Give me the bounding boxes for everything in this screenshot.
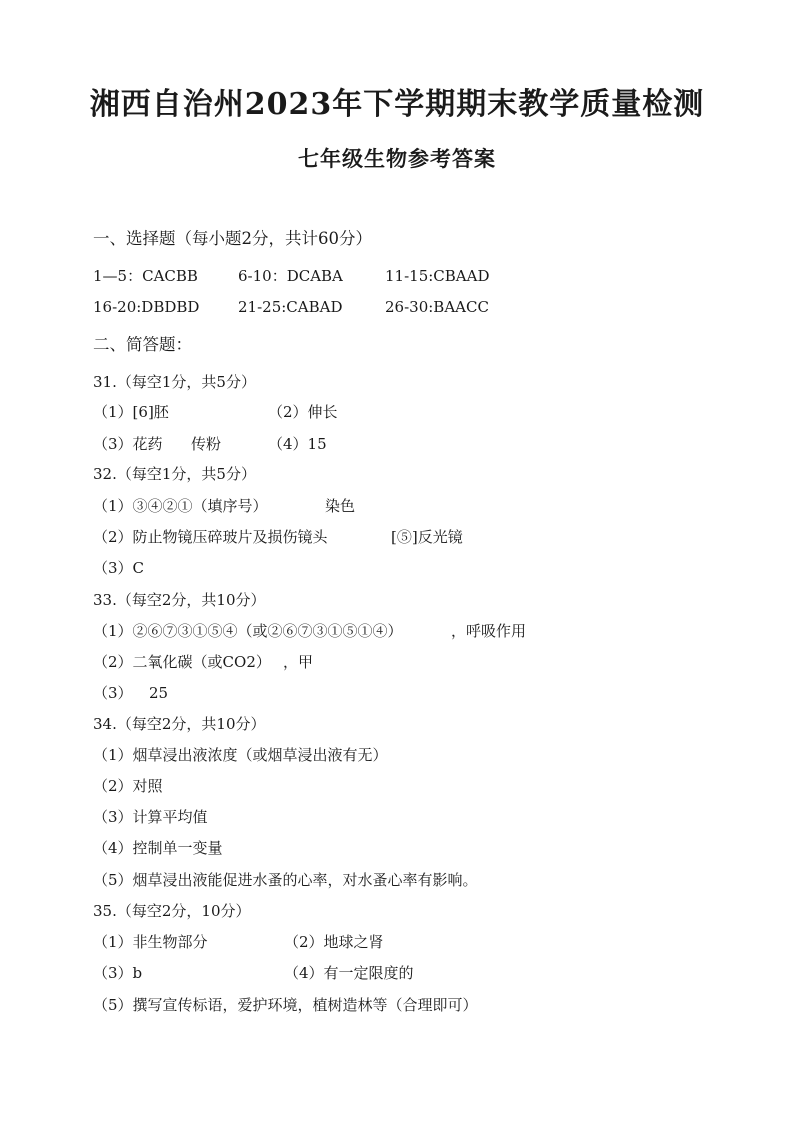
question-heading: 35.（每空2分，10分） bbox=[93, 902, 251, 920]
answer-cell: （4）有一定限度的 bbox=[284, 964, 414, 982]
document-title: 湘西自治州2023年下学期期末教学质量检测 bbox=[89, 87, 705, 122]
answer-line: （5）撰写宣传标语，爱护环境，植树造林等（合理即可） bbox=[93, 996, 478, 1014]
answer-cell: （2）防止物镜压碎玻片及损伤镜头 bbox=[93, 528, 328, 546]
answer-cell: 26-30:BAACC bbox=[385, 298, 489, 316]
answer-cell: （1）[6]胚 bbox=[93, 403, 169, 421]
answer-line: （2）对照 bbox=[93, 777, 163, 795]
answer-line: （3）计算平均值 bbox=[93, 808, 208, 826]
answer-cell: （3） bbox=[93, 684, 133, 702]
answer-cell: （3）C bbox=[93, 559, 145, 577]
answer-cell: 染色 bbox=[325, 497, 356, 515]
answer-cell: 16-20:DBDBD bbox=[93, 298, 200, 316]
answer-cell: 25 bbox=[149, 684, 169, 702]
answer-cell: 11-15:CBAAD bbox=[385, 267, 490, 285]
answer-cell: （1）非生物部分 bbox=[93, 933, 208, 951]
answer-line: （5）烟草浸出液能促进水蚤的心率，对水蚤心率有影响。 bbox=[93, 871, 478, 889]
answer-cell: ，甲 bbox=[283, 653, 314, 671]
answer-cell: 传粉 bbox=[191, 435, 222, 453]
answer-cell: （1）②⑥⑦③①⑤④（或②⑥⑦③①⑤①④） bbox=[93, 622, 403, 640]
section-heading: 二、简答题： bbox=[93, 335, 192, 354]
answer-cell: （2）地球之肾 bbox=[284, 933, 384, 951]
answer-cell: 21-25:CABAD bbox=[238, 298, 343, 316]
answer-line: （1）烟草浸出液浓度（或烟草浸出液有无） bbox=[93, 746, 388, 764]
answer-cell: （1）③④②①（填序号） bbox=[93, 497, 268, 515]
answer-cell: （3）b bbox=[93, 964, 143, 982]
question-heading: 32.（每空1分，共5分） bbox=[93, 465, 256, 483]
answer-cell: [⑤]反光镜 bbox=[391, 528, 463, 546]
document-subtitle: 七年级生物参考答案 bbox=[298, 146, 496, 171]
question-heading: 33.（每空2分，共10分） bbox=[93, 591, 266, 609]
answer-cell: （2）二氧化碳（或CO2） bbox=[93, 653, 271, 671]
answer-cell: 6-10：DCABA bbox=[238, 267, 343, 285]
question-heading: 34.（每空2分，共10分） bbox=[93, 715, 266, 733]
question-heading: 31.（每空1分，共5分） bbox=[93, 373, 256, 391]
answer-cell: （3）花药 bbox=[93, 435, 163, 453]
answer-cell: 1—5：CACBB bbox=[93, 267, 198, 285]
section-heading: 一、选择题（每小题2分，共计60分） bbox=[93, 229, 372, 248]
answer-line: （4）控制单一变量 bbox=[93, 839, 223, 857]
answer-cell: （2）伸长 bbox=[268, 403, 338, 421]
answer-cell: ，呼吸作用 bbox=[451, 622, 527, 640]
answer-cell: （4）15 bbox=[268, 435, 327, 453]
